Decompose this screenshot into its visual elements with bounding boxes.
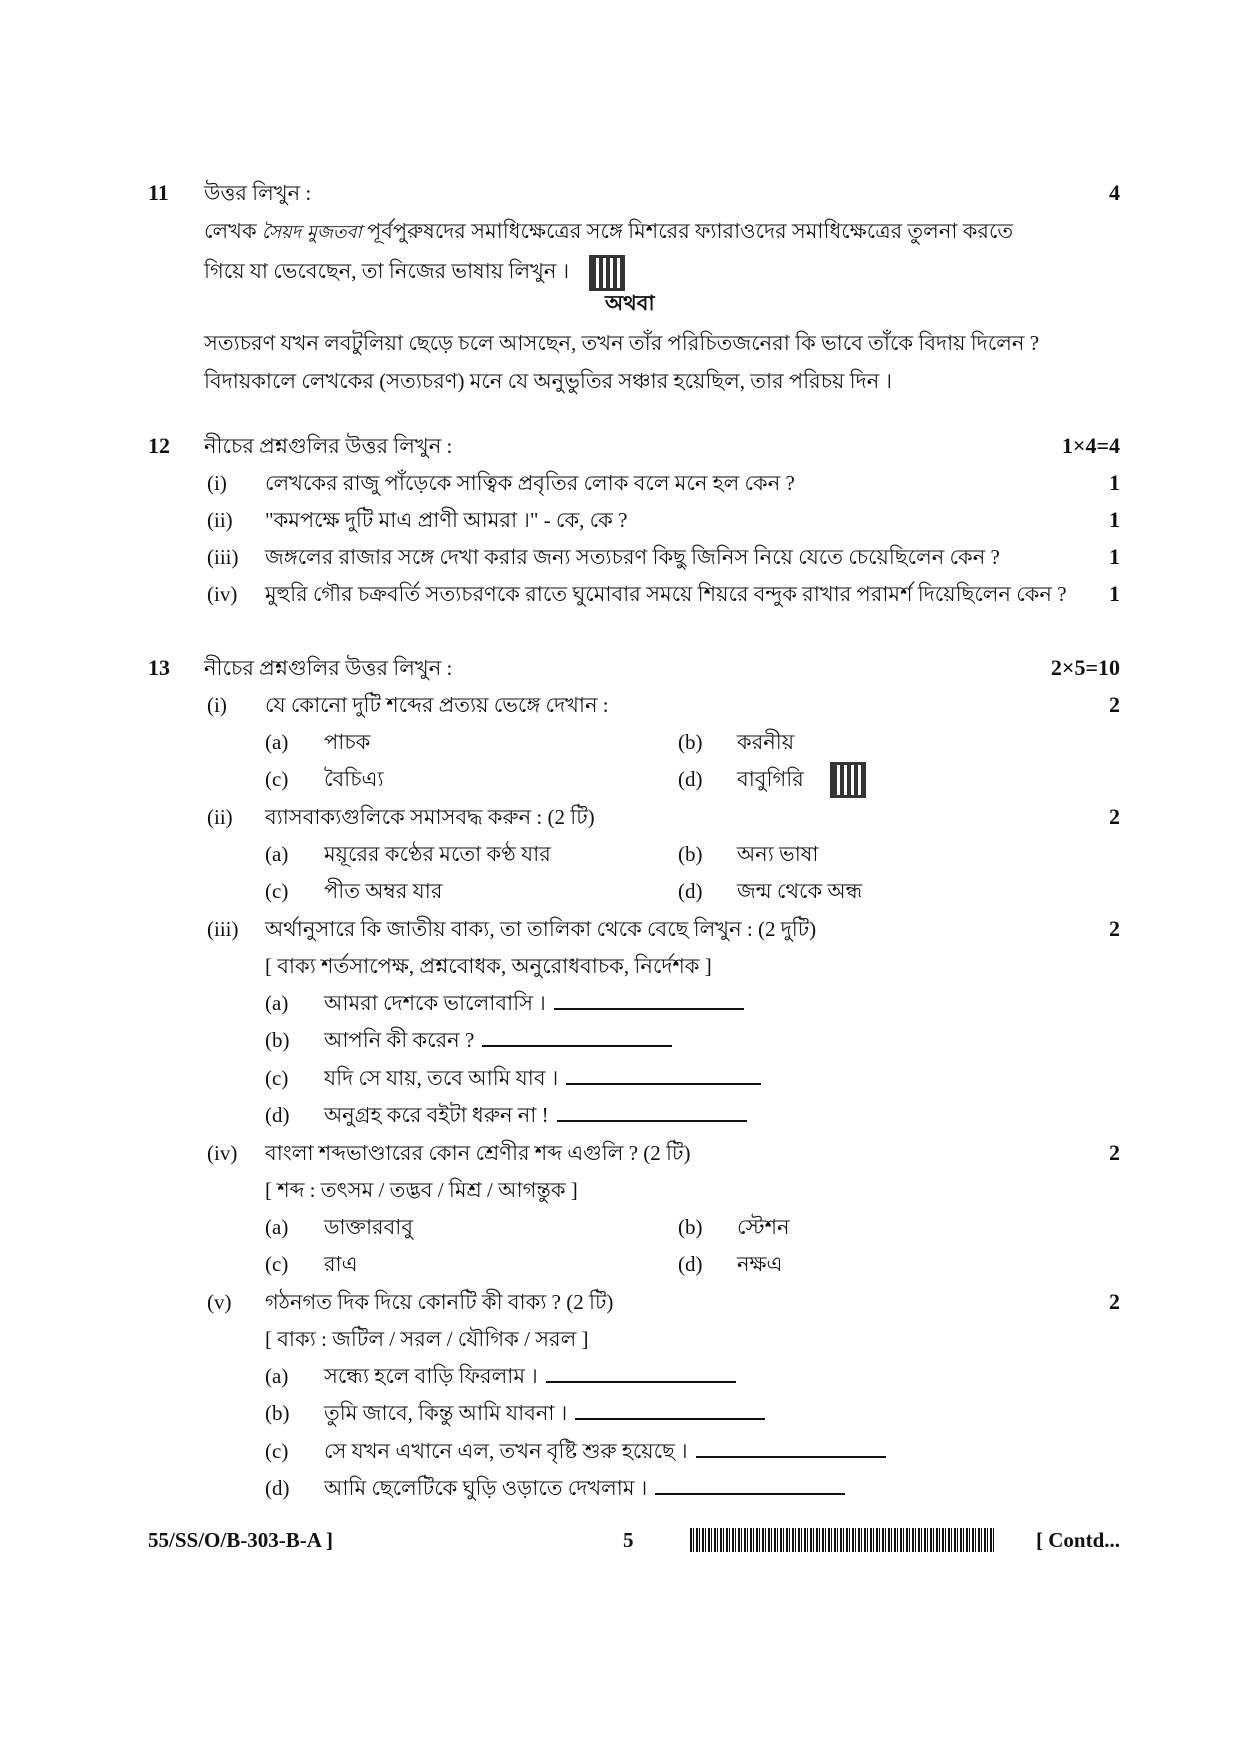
question-heading: উত্তর লিখুন :: [204, 181, 312, 205]
option-text: [324, 990, 744, 1016]
sentence: আমরা দেশকে ভালোবাসি ।: [324, 991, 546, 1015]
answer-blank[interactable]: [546, 1363, 736, 1383]
handwritten-name: সৈয়দ মুজতবা: [261, 222, 362, 243]
option-label: (d): [265, 1102, 290, 1127]
question-number: 12: [148, 433, 170, 458]
options-bracket: [ বাক্য শর্তসাপেক্ষ, প্রশ্নবোধক, অনুরোধবাচক, নির্দেশক ]: [265, 954, 712, 978]
option-label: (c): [265, 1065, 289, 1090]
question-marks: 1×4=4: [1061, 433, 1120, 458]
option-text: পীত অম্বর যার: [324, 879, 443, 903]
option-label: (c): [265, 879, 289, 903]
option-text: [324, 1475, 845, 1501]
option-label: (d): [265, 1475, 290, 1500]
sentence: অনুগ্রহ করে বইটা ধরুন না !: [324, 1102, 549, 1127]
option-label: (d): [678, 1252, 703, 1276]
option-label: (b): [265, 1401, 290, 1426]
sub-question-text: ব্যাসবাক্যগুলিকে সমাসবদ্ধ করুন : (2 টি): [265, 805, 595, 829]
option-text: [324, 1065, 761, 1091]
question-text: বিদায়কালে লেখকের (সত্যচরণ) মনে যে অনুভুতির সঞ্চার হয়েছিল, তার পরিচয় দিন ।: [204, 369, 893, 393]
paper-code: 55/SS/O/B-303-B-A ]: [148, 1528, 333, 1552]
question-marks: 4: [1109, 180, 1120, 205]
option-text: করনীয়: [737, 730, 795, 754]
option-label: (a): [265, 730, 289, 754]
option-label: (b): [678, 730, 703, 754]
option-text: বাবুগিরি: [737, 767, 804, 791]
question-number: 13: [148, 655, 170, 680]
sentence: তুমি জাবে, কিন্তু আমি যাবনা ।: [324, 1401, 568, 1426]
option-text: বৈচিএ্য: [324, 767, 384, 791]
page-number: 5: [623, 1528, 634, 1552]
option-label: (b): [678, 1215, 703, 1239]
option-text: [324, 1027, 672, 1053]
sub-question-text: বাংলা শব্দভাণ্ডারের কোন শ্রেণীর শব্দ এগুলি ? (2 টি): [265, 1141, 691, 1165]
options-bracket: [ শব্দ : তৎসম / তদ্ভব / মিশ্র / আগন্তুক ]: [265, 1178, 578, 1202]
sub-question-label: (ii): [207, 508, 233, 532]
sub-question-label: (iii): [207, 545, 239, 569]
sub-question-marks: 1: [1109, 507, 1120, 532]
sub-question-label: (iii): [207, 917, 239, 941]
options-bracket: [ বাক্য : জটিল / সরল / যৌগিক / সরল ]: [265, 1327, 589, 1351]
sub-question-text: মুহুরি গৌর চক্রবর্তি সত্যচরণকে রাতে ঘুমোবার সময়ে শিয়রে বন্দুক রাখার পরামর্শ দিয়েছিলেন কেন ?: [265, 582, 1067, 606]
sub-question-text: লেখকের রাজু পাঁড়েকে সাত্বিক প্রবৃতির লোক বলে মনে হল কেন ?: [265, 471, 795, 495]
answer-blank[interactable]: [575, 1400, 765, 1420]
sub-question-label: (iv): [207, 1141, 238, 1165]
option-label: (a): [265, 842, 289, 866]
sub-question-marks: 2: [1109, 1289, 1120, 1314]
sub-question-text: অর্থানুসারে কি জাতীয় বাক্য, তা তালিকা থেকে বেছে লিখুন : (2 দুটি): [265, 917, 817, 941]
option-text: পাচক: [324, 730, 371, 754]
option-text: অন্য ভাষা: [737, 842, 819, 866]
option-label: (c): [265, 1252, 289, 1276]
option-text: [324, 1438, 886, 1464]
sub-question-marks: 2: [1109, 804, 1120, 829]
option-text: [324, 1400, 765, 1426]
question-heading: নীচের প্রশ্নগুলির উত্তর লিখুন :: [204, 434, 453, 458]
qr-code-icon: [589, 255, 625, 291]
text: লেখক: [204, 219, 257, 243]
option-text: স্টেশন: [737, 1215, 790, 1239]
option-text: জন্ম থেকে অন্ধ: [737, 879, 863, 903]
option-text: [324, 1363, 736, 1389]
sentence: আমি ছেলেটিকে ঘুড়ি ওড়াতে দেখলাম ।: [324, 1475, 648, 1500]
sub-question-text: জঙ্গলের রাজার সঙ্গে দেখা করার জন্য সত্যচরণ কিছু জিনিস নিয়ে যেতে চেয়েছিলেন কেন ?: [265, 545, 1000, 569]
option-text: [324, 1102, 747, 1128]
question-marks: 2×5=10: [1050, 655, 1120, 680]
sentence: সন্ধ্যে হলে বাড়ি ফিরলাম ।: [324, 1364, 538, 1388]
sub-question-marks: 1: [1109, 470, 1120, 495]
answer-blank[interactable]: [554, 990, 744, 1010]
answer-blank[interactable]: [655, 1475, 845, 1495]
sub-question-label: (i): [207, 693, 227, 717]
option-label: (d): [678, 879, 703, 903]
sub-question-marks: 2: [1109, 1140, 1120, 1165]
option-text: ডাক্তারবাবু: [324, 1215, 414, 1239]
option-text: নক্ষএ: [737, 1252, 783, 1276]
sub-question-label: (i): [207, 471, 227, 495]
question-text: [204, 255, 625, 291]
sub-question-label: (iv): [207, 582, 238, 606]
sentence: সে যখন এখানে এল, তখন বৃষ্টি শুরু হয়েছে ।: [324, 1438, 688, 1463]
sub-question-label: (ii): [207, 805, 233, 829]
sentence: আপনি কী করেন ?: [324, 1028, 475, 1053]
option-label: (c): [265, 1438, 289, 1463]
question-text: সত্যচরণ যখন লবটুলিয়া ছেড়ে চলে আসছেন, তখন তাঁর পরিচিতজনেরা কি ভাবে তাঁকে বিদায় দিলেন ?: [204, 331, 1040, 355]
question-number: 11: [148, 180, 169, 205]
qr-code-icon: [830, 762, 866, 798]
option-label: (d): [678, 767, 703, 791]
sub-question-text: "কমপক্ষে দুটি মাএ প্রাণী আমরা ।" - কে, কে ?: [265, 508, 628, 532]
sub-question-marks: 2: [1109, 916, 1120, 941]
sub-question-marks: 1: [1109, 581, 1120, 606]
text: পূর্বপুরুষদের সমাধিক্ষেত্রের সঙ্গে মিশরের ফ্যারাওদের সমাধিক্ষেত্রের তুলনা করতে: [366, 219, 1014, 243]
text: গিয়ে যা ভেবেছেন, তা নিজের ভাষায় লিখুন ।: [204, 258, 570, 283]
answer-blank[interactable]: [482, 1027, 672, 1047]
answer-blank[interactable]: [566, 1065, 761, 1085]
barcode-icon: [690, 1528, 995, 1552]
sub-question-label: (v): [207, 1290, 232, 1314]
answer-blank[interactable]: [557, 1102, 747, 1122]
question-text: [204, 218, 1013, 246]
sub-question-text: গঠনগত দিক দিয়ে কোনটি কী বাক্য ? (2 টি): [265, 1290, 614, 1314]
sub-question-marks: 2: [1109, 692, 1120, 717]
sub-question-marks: 1: [1109, 544, 1120, 569]
option-label: (c): [265, 767, 289, 791]
question-heading: নীচের প্রশ্নগুলির উত্তর লিখুন :: [204, 656, 453, 680]
sentence: যদি সে যায়, তবে আমি যাব ।: [324, 1065, 559, 1090]
option-label: (a): [265, 991, 289, 1015]
sub-question-text: যে কোনো দুটি শব্দের প্রত্যয় ভেঙ্গে দেখান :: [265, 693, 609, 717]
option-label: (b): [265, 1028, 290, 1053]
option-label: (a): [265, 1364, 289, 1388]
answer-blank[interactable]: [696, 1438, 886, 1458]
option-text: ময়ূরের কণ্ঠের মতো কণ্ঠ যার: [324, 842, 551, 866]
option-text: রাএ: [324, 1252, 358, 1276]
or-label: অথবা: [605, 291, 655, 315]
option-label: (a): [265, 1215, 289, 1239]
continued-label: [ Contd...: [1035, 1528, 1120, 1552]
option-label: (b): [678, 842, 703, 866]
